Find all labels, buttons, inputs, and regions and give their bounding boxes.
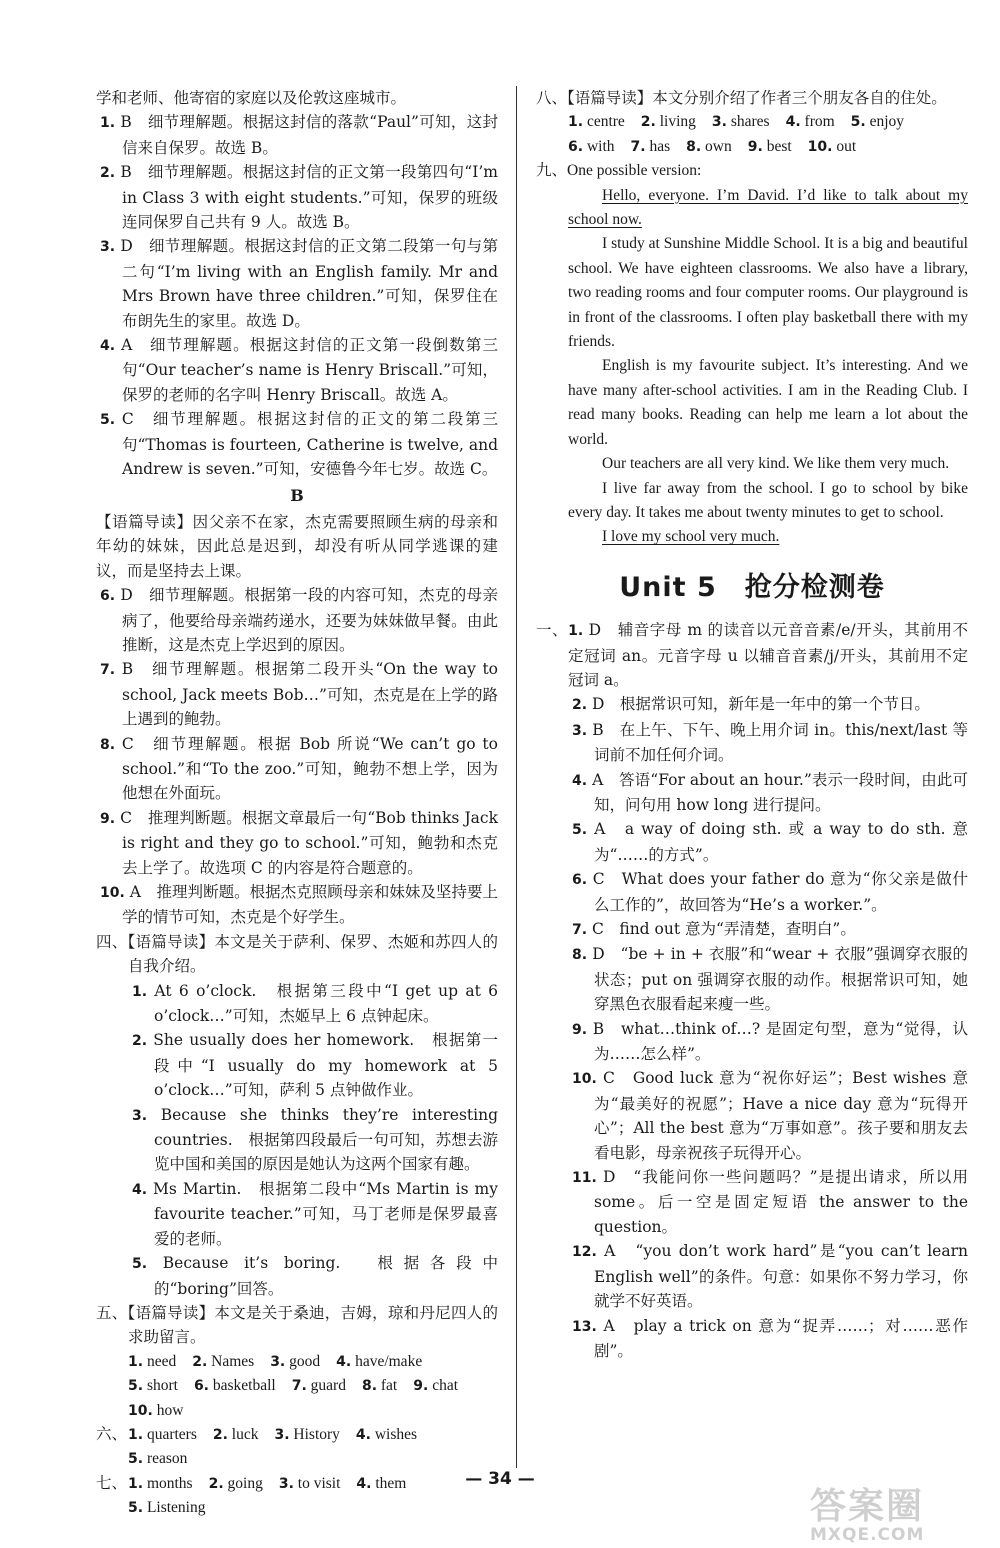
blank-answer: short	[146, 1377, 178, 1395]
item-text: A “you don’t work hard”是“you can’t learn English well”的条件。句意：如果你不努力学习，你就学不好英语。	[594, 1242, 968, 1311]
blank-number: 5.	[128, 1378, 144, 1395]
section-4-label: 四、	[96, 932, 128, 951]
fill-answer-row	[96, 1374, 498, 1398]
item-text: B 细节理解题。根据这封信的正文第一段第四句“I’m in Class 3 with eight students.”可知，保罗的班级连同保罗自己共有 9 人。故选 B。	[120, 163, 498, 232]
essay-paragraph-3: English is my favourite subject. It’s interesting. And we have many after-school activities. I am in the Reading Club. I read many books. Reading can help me learn a lot about the world.	[568, 357, 968, 448]
blank-answer: own	[705, 137, 732, 155]
item-number: 10.	[572, 1071, 597, 1088]
item-text: D 细节理解题。根据这封信的正文第二段第一句与第二句“I’m living with an English family. Mr and Mrs Brown have three children.”可知，保罗住在布朗先生的家里。故选 D。	[120, 237, 498, 330]
item-text: C Good luck 意为“祝你好运”；Best wishes 意为“最美好的祝愿”；Have a nice day 意为“玩得开心”；All the best 意为“万事如意”。孩子要和朋友去看电影，母亲祝孩子玩得开心。	[594, 1069, 968, 1162]
blank-number: 2.	[640, 114, 656, 131]
blank-answer: luck	[231, 1425, 259, 1443]
fill-answer-row	[96, 1496, 498, 1520]
blank-number: 6.	[193, 1378, 209, 1395]
answer-list-a	[96, 110, 498, 481]
answer-list-b	[96, 583, 498, 930]
item-text: At 6 o’clock. 根据第三段中“I get up at 6 o’clock…”可知，杰姬早上 6 点钟起床。	[154, 981, 498, 1026]
item-text: A 推理判断题。根据杰克照顾母亲和妹妹及坚持要上学的情节可知，杰克是个好学生。	[122, 883, 498, 927]
item-number: 3.	[572, 722, 588, 739]
answer-list-unit5	[536, 618, 968, 1363]
item-text: A a way of doing sth. 或 a way to do sth. 意为“……的方式”。	[594, 820, 968, 864]
blank-number: 4.	[336, 1353, 352, 1370]
blank-number: 3.	[278, 1475, 294, 1492]
item-number: 3.	[100, 239, 116, 256]
answer-item	[536, 618, 968, 692]
item-text: D “be + in + 衣服”和“wear + 衣服”强调穿衣服的状态；put on 强调穿衣服的动作。根据常识可知，她穿黑色衣服看起来瘦一些。	[592, 945, 968, 1014]
section-9-label: 九、	[536, 162, 568, 180]
answer-item	[96, 806, 498, 880]
blank-number: 10.	[128, 1402, 153, 1419]
section-label: 一、	[536, 621, 569, 640]
blank-number: 1.	[128, 1475, 144, 1492]
item-text: C 细节理解题。根据 Bob 所说“We can’t go to school.”和“To the zoo.”可知，鲍勃不想上学，因为他想在外面玩。	[121, 734, 498, 803]
unit-title: Unit 5 抢分检测卷	[619, 571, 885, 603]
item-number: 1.	[132, 983, 148, 1000]
section-5-guide: 【语篇导读】本文是关于桑迪，吉姆，琼和丹尼四人的求助留言。	[127, 1303, 498, 1347]
section-9-heading: One possible version:	[567, 162, 702, 180]
section-8-guide: 【语篇导读】本文分别介绍了作者三个朋友各自的住处。	[567, 89, 947, 107]
blank-number: 10.	[807, 138, 833, 155]
blank-number: 4.	[785, 114, 801, 131]
item-text: A 细节理解题。根据这封信的正文第一段倒数第三句“Our teacher’s name is Henry Briscall.”可知，保罗的老师的名字叫 Henry Briscall。故选 A。	[121, 336, 498, 404]
blank-answer: need	[146, 1352, 177, 1370]
essay-paragraph-4: Our teachers are all very kind. We like them very much.	[602, 455, 950, 473]
blank-answer: reason	[146, 1450, 188, 1468]
answer-item	[536, 1066, 968, 1165]
blank-number: 4.	[356, 1475, 372, 1492]
blank-answer: with	[586, 137, 615, 155]
answer-item	[128, 1177, 498, 1251]
blank-answer: enjoy	[869, 113, 905, 131]
essay-paragraph-2: I study at Sunshine Middle School. It is a big and beautiful school. We have eighteen classrooms. We also have a library, two reading rooms and four computer rooms. Our playground is in front of the classrooms. I often play basketball there with my friends.	[568, 235, 968, 351]
answer-item	[96, 407, 498, 481]
fill-answer-row	[96, 1350, 498, 1374]
answer-item	[96, 583, 498, 657]
blank-number: 1.	[568, 114, 584, 131]
item-number: 5.	[132, 1256, 148, 1273]
item-text: D “我能问你一些问题吗？”是提出请求，所以用 some。后一空是固定短语 the answer to the question。	[594, 1168, 968, 1236]
answer-item	[128, 979, 498, 1029]
item-number: 7.	[572, 922, 588, 938]
blank-answer: months	[146, 1474, 193, 1492]
section-4	[96, 930, 498, 979]
answer-item	[536, 942, 968, 1016]
fill-answer-row	[96, 1423, 498, 1447]
blank-answer: guard	[310, 1377, 346, 1395]
item-number: 10.	[100, 885, 125, 901]
blank-answer: Names	[211, 1352, 255, 1370]
item-text: D 辅音字母 m 的读音以元音音素/e/开头，其前用不定冠词 an。元音字母 u 以辅音音素/j/开头，其前用不定冠词 a。	[568, 621, 968, 689]
watermark-text: 答案圈	[810, 1486, 925, 1527]
answer-item	[96, 160, 498, 234]
item-text: B 在上午、下午、晚上用介词 in。this/next/last 等词前不加任何介词。	[592, 720, 968, 765]
section-5	[96, 1301, 498, 1350]
item-number: 12.	[572, 1244, 597, 1261]
fill-answers-6	[96, 1423, 498, 1472]
answer-item	[96, 110, 498, 160]
left-column	[96, 86, 498, 1521]
section-4-guide: 【语篇导读】本文是关于萨利、保罗、杰姬和苏四人的自我介绍。	[127, 932, 498, 976]
blank-answer: living	[659, 113, 696, 131]
item-number: 4.	[572, 772, 588, 789]
item-number: 2.	[572, 697, 588, 714]
answer-item	[536, 1165, 968, 1239]
blank-number: 8.	[686, 138, 702, 155]
item-text: B 细节理解题。根据这封信的落款“Paul”可知，这封信来自保罗。故选 B。	[120, 113, 498, 157]
item-text: B 细节理解题。根据第二段开头“On the way to school, Jack meets Bob…”可知，杰克是在上学的路上遇到的鲍勃。	[121, 660, 498, 729]
item-text: A 答语“For about an hour.”表示一段时间，由此可知，问句用 how long 进行提问。	[592, 770, 968, 814]
blank-number: 2.	[212, 1426, 228, 1443]
answer-item	[536, 1239, 968, 1313]
blank-answer: going	[227, 1474, 263, 1492]
answer-item	[536, 718, 968, 768]
item-text: C 推理判断题。根据文章最后一句“Bob thinks Jack is right and they go to school.”可知，鲍勃和杰克去上学了。故选项 C 的内容是符合题意的。	[120, 808, 499, 877]
fill-answer-row	[536, 135, 968, 159]
item-number: 2.	[132, 1033, 148, 1050]
column-divider	[516, 86, 517, 1468]
watermark-logo	[810, 1478, 990, 1544]
answer-item	[536, 1017, 968, 1067]
answer-item	[96, 657, 498, 731]
item-text: C 细节理解题。根据这封信的正文的第二段第三句“Thomas is fourteen, Catherine is twelve, and Andrew is seven.”可知，安德鲁今年七岁。故选 C。	[121, 410, 498, 479]
item-number: 3.	[132, 1107, 148, 1124]
item-number: 2.	[100, 165, 116, 182]
blank-answer: centre	[586, 113, 625, 131]
item-number: 6.	[100, 588, 116, 605]
item-text: D 细节理解题。根据第一段的内容可知，杰克的母亲病了，他要给母亲端药递水，还要为妹妹做早餐。由此推断，这是杰克上学迟到的原因。	[120, 586, 498, 654]
section-8	[536, 86, 968, 110]
item-text: She usually does her homework. 根据第一段中“I usually do my homework at 5 o’clock…”可知，萨利 5 点钟做作业。	[153, 1031, 498, 1100]
blank-number: 5.	[850, 114, 866, 131]
essay-paragraph-1: Hello, everyone. I’m David. I’d like to talk about my school now.	[568, 186, 968, 229]
blank-answer: has	[649, 137, 671, 155]
section-5-label: 五、	[96, 1303, 128, 1322]
item-number: 9.	[572, 1021, 588, 1038]
blank-answer: basketball	[212, 1377, 276, 1395]
blank-number: 9.	[413, 1378, 429, 1395]
blank-answer: best	[766, 137, 792, 155]
item-number: 5.	[100, 412, 116, 429]
intro-line: 学和老师、他寄宿的家庭以及伦敦这座城市。	[96, 89, 407, 107]
blank-number: 4.	[355, 1426, 371, 1443]
item-number: 1.	[568, 623, 584, 640]
blank-number: 9.	[747, 138, 763, 155]
answer-item	[96, 234, 498, 333]
blank-number: 1.	[128, 1426, 144, 1443]
blank-number: 2.	[192, 1353, 208, 1370]
essay-closing: I love my school very much.	[602, 528, 780, 546]
blank-answer: shares	[730, 113, 770, 131]
answer-item	[536, 867, 968, 917]
blank-number: 7.	[630, 138, 646, 155]
blank-number: 2.	[208, 1475, 224, 1492]
blank-number: 7.	[291, 1378, 307, 1395]
item-number: 8.	[572, 947, 588, 964]
item-text: C What does your father do 意为“你父亲是做什么工作的”，故回答为“He’s a worker.”。	[592, 870, 968, 914]
blank-answer: chat	[432, 1377, 459, 1395]
page-number: — 34 —	[465, 1469, 535, 1489]
item-number: 9.	[100, 810, 116, 827]
item-text: C find out 意为“弄清楚，查明白”。	[592, 920, 856, 938]
section-8-label: 八、	[536, 89, 568, 107]
answer-item	[536, 917, 968, 942]
fill-answers-8	[536, 110, 968, 159]
blank-number: 6.	[568, 138, 584, 155]
answer-item	[128, 1028, 498, 1102]
item-text: Ms Martin. 根据第二段中“Ms Martin is my favourite teacher.”可知，马丁老师是保罗最喜爱的老师。	[153, 1179, 498, 1248]
item-number: 6.	[572, 872, 588, 889]
item-number: 1.	[100, 115, 116, 132]
answer-item	[96, 732, 498, 806]
fill-answer-row	[536, 110, 968, 134]
blank-answer: History	[293, 1425, 340, 1443]
blank-answer: them	[375, 1474, 407, 1492]
answer-item	[96, 880, 498, 930]
section-label: 七、	[96, 1474, 128, 1492]
item-text: D 根据常识可知，新年是一年中的第一个节日。	[592, 695, 930, 714]
blank-number: 8.	[361, 1378, 378, 1395]
item-number: 4.	[132, 1181, 148, 1198]
blank-answer: quarters	[146, 1425, 197, 1443]
answer-item	[96, 333, 498, 407]
item-number: 8.	[100, 736, 116, 753]
blank-answer: how	[156, 1401, 184, 1419]
item-number: 5.	[572, 822, 588, 839]
item-text: Because it’s boring. 根据各段中的“boring”回答。	[154, 1254, 498, 1298]
answer-item	[536, 817, 968, 867]
model-essay	[536, 184, 968, 550]
answer-item	[536, 1314, 968, 1364]
essay-paragraph-6	[568, 525, 968, 549]
section-b-label: B	[290, 485, 304, 505]
answer-item	[128, 1251, 498, 1301]
item-number: 13.	[572, 1318, 597, 1335]
blank-answer: fat	[380, 1377, 398, 1395]
blank-number: 5.	[128, 1451, 144, 1468]
blank-number: 1.	[128, 1353, 144, 1370]
blank-answer: to visit	[297, 1474, 341, 1492]
answer-list-4	[96, 979, 498, 1301]
blank-answer: out	[836, 137, 857, 155]
right-column	[536, 86, 968, 1363]
blank-answer: have/make	[355, 1352, 423, 1370]
fill-answers-5	[96, 1350, 498, 1423]
blank-number: 3.	[711, 114, 727, 131]
watermark-url: MXQE.COM	[810, 1525, 925, 1545]
item-number: 11.	[572, 1170, 597, 1187]
section-b-guide: 【语篇导读】因父亲不在家，杰克需要照顾生病的母亲和年幼的妹妹，因此总是迟到，却没有听从同学逃课的建议，而是坚持去上课。	[96, 512, 498, 580]
blank-number: 5.	[128, 1500, 144, 1517]
section-9	[536, 159, 968, 183]
blank-number: 3.	[274, 1426, 290, 1443]
item-number: 7.	[100, 662, 116, 679]
item-text: B what…think of…? 是固定句型，意为“觉得，认为……怎么样”。	[592, 1019, 968, 1064]
blank-number: 3.	[270, 1353, 286, 1370]
item-text: A play a trick on 意为“捉弄……；对……恶作剧”。	[594, 1316, 968, 1360]
answer-item	[128, 1103, 498, 1177]
item-text: Because she thinks they’re interesting countries. 根据第四段最后一句可知，苏想去游览中国和美国的原因是她认为这两个国家有趣。	[154, 1105, 498, 1174]
blank-answer: from	[804, 113, 835, 131]
fill-answer-row	[96, 1399, 498, 1423]
blank-answer: wishes	[374, 1425, 418, 1443]
essay-paragraph-5: I live far away from the school. I go to school by bike every day. It takes me about twenty minutes to get to school.	[568, 479, 968, 521]
blank-answer: Listening	[146, 1499, 206, 1517]
section-label: 六、	[96, 1425, 128, 1443]
answer-item	[536, 768, 968, 818]
blank-answer: good	[289, 1352, 321, 1370]
item-number: 4.	[100, 338, 116, 355]
answer-item	[536, 692, 968, 717]
